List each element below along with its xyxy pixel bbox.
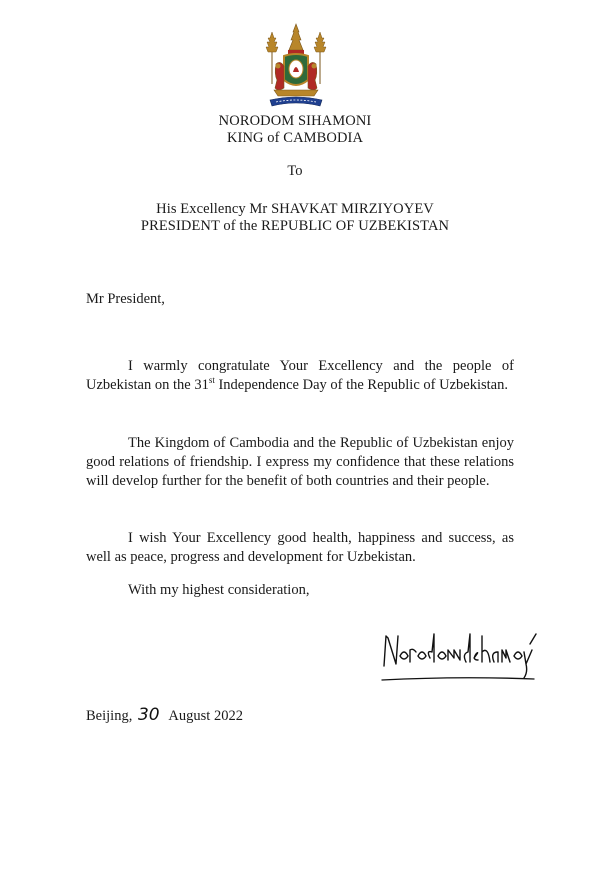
to-label: To (287, 163, 303, 179)
paragraph-text: I warmly congratulate Your Excellency and the people of Uzbekistan on the 31 (86, 358, 514, 393)
date-place: Beijing, (86, 708, 133, 724)
handwritten-signature-icon (378, 622, 538, 684)
paragraph-wishes: I wish Your Excellency good health, happiness and success, as well as peace, progress and development for Uzbekistan. (86, 530, 514, 565)
paragraph-text: Independence Day of the Republic of Uzbekistan. (214, 377, 508, 393)
paragraph-congratulations (86, 357, 514, 395)
date-day-handwritten: 30 (137, 705, 160, 725)
royal-coat-of-arms-icon (258, 22, 334, 114)
recipient-title: PRESIDENT of the REPUBLIC OF UZBEKISTAN (140, 218, 450, 234)
paragraph-relations: The Kingdom of Cambodia and the Republic of Uzbekistan enjoy good relations of friendship. I express my confidence that these relations will develop further for the benefit of both countries and their people. (86, 435, 514, 489)
dateline (86, 705, 243, 725)
salutation: Mr President, (86, 291, 165, 307)
ordinal-suffix: st (208, 375, 215, 386)
closing: With my highest consideration, (128, 582, 310, 598)
date-month-year: August 2022 (168, 708, 243, 724)
sender-title: KING of CAMBODIA (226, 130, 364, 146)
sender-name: NORODOM SIHAMONI (218, 113, 372, 129)
recipient-name: His Excellency Mr SHAVKAT MIRZIYOYEV (156, 201, 434, 217)
